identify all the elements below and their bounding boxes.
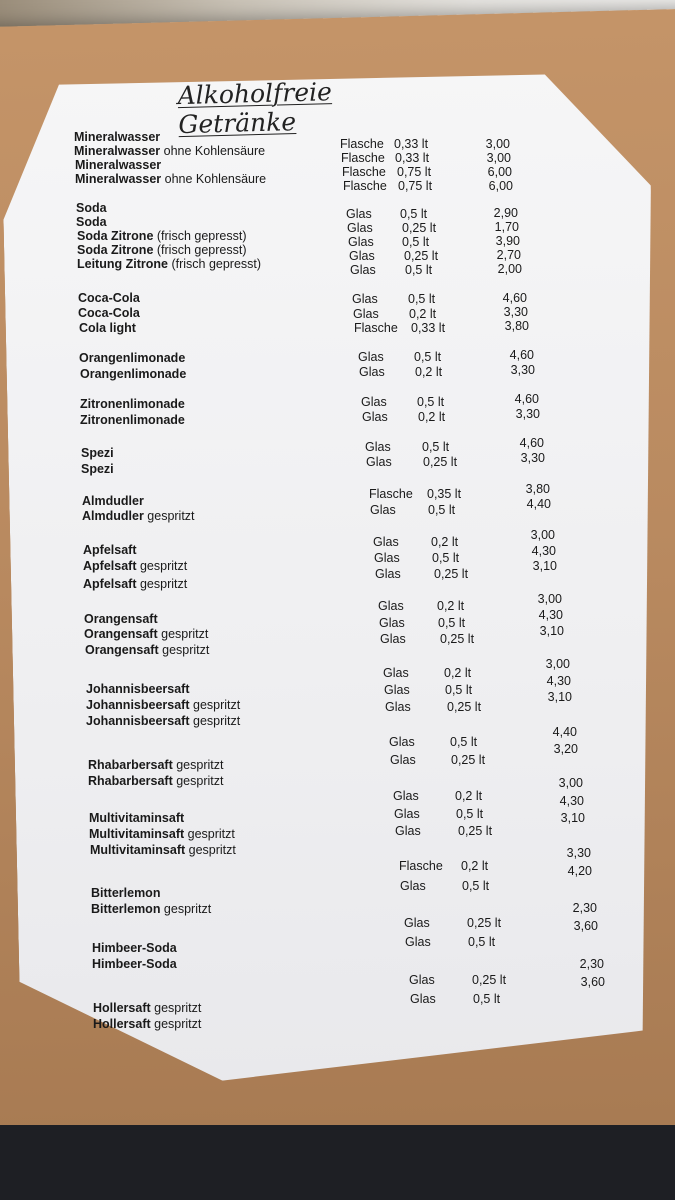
- menu-item-price: 4,30: [531, 544, 556, 558]
- menu-item-size: 0,5 lt: [462, 879, 490, 893]
- menu-item-name: Mineralwasser: [75, 158, 162, 172]
- menu-item-name: Apfelsaft: [83, 543, 137, 557]
- menu-item-name: Rhabarbersaft gespritzt: [88, 774, 224, 788]
- menu-item-container: Glas: [385, 700, 411, 714]
- menu-item-price: 3,30: [566, 846, 591, 860]
- menu-item-size: 0,5 lt: [473, 992, 501, 1006]
- menu-item-size: 0,25 lt: [434, 567, 469, 581]
- menu-item-container: Flasche: [399, 859, 443, 873]
- menu-item-price: 3,80: [525, 482, 550, 496]
- menu-item-name: Mineralwasser ohne Kohlensäure: [75, 172, 267, 186]
- menu-item-size: 0,5 lt: [450, 735, 478, 749]
- menu-item-name: Rhabarbersaft gespritzt: [88, 758, 224, 772]
- menu-item-name: Almdudler: [82, 494, 144, 508]
- menu-item-size: 0,2 lt: [418, 410, 446, 424]
- menu-item-name: Soda: [76, 215, 107, 229]
- menu-item-name: Leitung Zitrone (frisch gepresst): [77, 257, 262, 271]
- menu-item-size: 0,5 lt: [402, 235, 430, 249]
- menu-item-size: 0,5 lt: [408, 292, 436, 306]
- menu-item-price: 3,10: [547, 690, 572, 704]
- menu-item-name: Orangensaft: [84, 612, 158, 626]
- menu-item-price: 3,00: [537, 592, 562, 606]
- menu-item-container: Flasche: [341, 151, 385, 165]
- menu-item-container: Glas: [379, 616, 405, 630]
- menu-item-size: 0,25 lt: [402, 221, 437, 235]
- menu-item-price: 6,00: [488, 179, 513, 193]
- menu-item-size: 0,33 lt: [394, 137, 429, 151]
- menu-item-container: Glas: [366, 455, 392, 469]
- menu-item-name: Multivitaminsaft gespritzt: [90, 843, 236, 857]
- menu-item-price: 3,60: [580, 975, 605, 989]
- menu-item-container: Glas: [365, 440, 391, 454]
- menu-item-name: Johannisbeersaft gespritzt: [86, 698, 241, 712]
- menu-item-price: 4,40: [552, 725, 577, 739]
- menu-item-price: 3,30: [515, 407, 540, 421]
- menu-item-container: Glas: [352, 292, 378, 306]
- menu-item-size: 0,5 lt: [432, 551, 460, 565]
- menu-item-name: Hollersaft gespritzt: [93, 1001, 202, 1015]
- menu-item-name: Multivitaminsaft gespritzt: [89, 827, 235, 841]
- menu-item-name: Multivitaminsaft: [89, 811, 185, 825]
- menu-item-name: Cola light: [79, 321, 136, 335]
- menu-item-container: Flasche: [369, 487, 413, 501]
- menu-item-price: 3,30: [503, 305, 528, 319]
- menu-item-price: 4,60: [509, 348, 534, 362]
- menu-item-name: Orangenlimonade: [79, 351, 186, 365]
- menu-item-price: 3,60: [573, 919, 598, 933]
- menu-item-container: Flasche: [343, 179, 387, 193]
- menu-item-size: 0,25 lt: [447, 700, 482, 714]
- menu-item-price: 4,40: [526, 497, 551, 511]
- menu-item-container: Glas: [350, 263, 376, 277]
- menu-item-size: 0,25 lt: [440, 632, 475, 646]
- menu-item-container: Glas: [348, 235, 374, 249]
- menu-item-container: Glas: [405, 935, 431, 949]
- menu-item-size: 0,25 lt: [404, 249, 439, 263]
- menu-item-size: 0,25 lt: [458, 824, 493, 838]
- menu-item-price: 4,30: [538, 608, 563, 622]
- menu-item-name: Almdudler gespritzt: [82, 509, 195, 523]
- menu-item-size: 0,33 lt: [395, 151, 430, 165]
- menu-item-name: Orangensaft gespritzt: [85, 643, 210, 657]
- menu-title: Alkoholfreie Getränke: [177, 77, 333, 140]
- menu-item-size: 0,2 lt: [431, 535, 459, 549]
- menu-item-price: 4,60: [514, 392, 539, 406]
- menu-item-container: Glas: [383, 666, 409, 680]
- menu-item-price: 4,60: [502, 291, 527, 305]
- menu-item-container: Glas: [370, 503, 396, 517]
- menu-item-price: 3,30: [520, 451, 545, 465]
- menu-item-container: Glas: [393, 789, 419, 803]
- menu-item-container: Glas: [359, 365, 385, 379]
- menu-item-size: 0,25 lt: [472, 973, 507, 987]
- menu-item-name: Soda: [76, 201, 107, 215]
- menu-item-price: 4,30: [546, 674, 571, 688]
- menu-item-name: Mineralwasser: [74, 130, 161, 144]
- menu-item-name: Orangensaft gespritzt: [84, 627, 209, 641]
- menu-item-price: 4,60: [519, 436, 544, 450]
- menu-item-name: Spezi: [81, 446, 114, 460]
- menu-item-price: 1,70: [494, 220, 519, 234]
- menu-item-price: 2,90: [493, 206, 518, 220]
- menu-item-container: Glas: [362, 410, 388, 424]
- menu-item-size: 0,25 lt: [423, 455, 458, 469]
- menu-item-name: Himbeer-Soda: [92, 941, 177, 955]
- menu-item-container: Glas: [410, 992, 436, 1006]
- menu-item-size: 0,5 lt: [400, 207, 428, 221]
- menu-item-size: 0,2 lt: [444, 666, 472, 680]
- menu-item-name: Apfelsaft gespritzt: [83, 577, 188, 591]
- menu-item-container: Glas: [404, 916, 430, 930]
- menu-item-container: Glas: [375, 567, 401, 581]
- menu-item-size: 0,5 lt: [422, 440, 450, 454]
- menu-item-name: Spezi: [81, 462, 114, 476]
- menu-item-size: 0,75 lt: [397, 165, 432, 179]
- menu-item-container: Glas: [353, 307, 379, 321]
- menu-item-container: Glas: [409, 973, 435, 987]
- menu-item-size: 0,5 lt: [438, 616, 466, 630]
- menu-item-size: 0,5 lt: [405, 263, 433, 277]
- menu-item-price: 3,00: [545, 657, 570, 671]
- menu-item-name: Hollersaft gespritzt: [93, 1017, 202, 1031]
- menu-item-name: Zitronenlimonade: [80, 397, 185, 411]
- menu-item-size: 0,35 lt: [427, 487, 462, 501]
- menu-item-size: 0,75 lt: [398, 179, 433, 193]
- menu-item-price: 3,90: [495, 234, 520, 248]
- menu-item-container: Glas: [378, 599, 404, 613]
- menu-item-container: Glas: [374, 551, 400, 565]
- menu-item-price: 4,20: [567, 864, 592, 878]
- menu-item-name: Orangenlimonade: [80, 367, 187, 381]
- menu-item-price: 2,30: [579, 957, 604, 971]
- menu-item-price: 3,00: [530, 528, 555, 542]
- menu-item-price: 2,70: [496, 248, 521, 262]
- menu-item-price: 3,10: [539, 624, 564, 638]
- menu-item-price: 3,00: [486, 151, 511, 165]
- menu-item-size: 0,5 lt: [417, 395, 445, 409]
- menu-item-price: 2,00: [497, 262, 522, 276]
- menu-item-price: 3,10: [560, 811, 585, 825]
- menu-item-price: 3,00: [558, 776, 583, 790]
- menu-item-size: 0,2 lt: [455, 789, 483, 803]
- menu-item-name: Coca-Cola: [78, 291, 140, 305]
- menu-item-container: Glas: [384, 683, 410, 697]
- menu-item-price: 2,30: [572, 901, 597, 915]
- menu-item-name: Bitterlemon: [91, 886, 161, 900]
- menu-item-size: 0,5 lt: [456, 807, 484, 821]
- menu-item-size: 0,25 lt: [467, 916, 502, 930]
- menu-item-price: 3,00: [485, 137, 510, 151]
- menu-item-container: Glas: [361, 395, 387, 409]
- menu-item-size: 0,2 lt: [461, 859, 489, 873]
- menu-item-name: Zitronenlimonade: [80, 413, 185, 427]
- menu-item-container: Glas: [389, 735, 415, 749]
- menu-item-price: 3,80: [504, 319, 529, 333]
- menu-item-name: Soda Zitrone (frisch gepresst): [77, 243, 247, 257]
- menu-item-container: Glas: [358, 350, 384, 364]
- menu-item-name: Johannisbeersaft gespritzt: [86, 714, 241, 728]
- menu-item-container: Glas: [349, 249, 375, 263]
- menu-item-size: 0,25 lt: [451, 753, 486, 767]
- menu-item-container: Flasche: [354, 321, 398, 335]
- menu-item-size: 0,2 lt: [409, 307, 437, 321]
- menu-item-price: 6,00: [487, 165, 512, 179]
- menu-item-name: Bitterlemon gespritzt: [91, 902, 212, 916]
- menu-item-name: Mineralwasser ohne Kohlensäure: [74, 144, 266, 158]
- menu-item-container: Glas: [346, 207, 372, 221]
- menu-item-name: Apfelsaft gespritzt: [83, 559, 188, 573]
- menu-item-name: Coca-Cola: [78, 306, 140, 320]
- menu-item-container: Glas: [380, 632, 406, 646]
- menu-item-container: Flasche: [342, 165, 386, 179]
- menu-item-price: 4,30: [559, 794, 584, 808]
- menu-item-price: 3,10: [532, 559, 557, 573]
- menu-item-container: Glas: [347, 221, 373, 235]
- menu-item-container: Glas: [394, 807, 420, 821]
- menu-item-price: 3,20: [553, 742, 578, 756]
- menu-item-price: 3,30: [510, 363, 535, 377]
- menu-item-size: 0,2 lt: [415, 365, 443, 379]
- table-surface: [0, 1125, 675, 1200]
- menu-item-name: Himbeer-Soda: [92, 957, 177, 971]
- menu-item-size: 0,33 lt: [411, 321, 446, 335]
- menu-item-size: 0,2 lt: [437, 599, 465, 613]
- menu-item-container: Glas: [395, 824, 421, 838]
- menu-item-name: Soda Zitrone (frisch gepresst): [77, 229, 247, 243]
- menu-item-container: Glas: [373, 535, 399, 549]
- menu-item-container: Glas: [400, 879, 426, 893]
- menu-item-size: 0,5 lt: [428, 503, 456, 517]
- menu-item-size: 0,5 lt: [414, 350, 442, 364]
- menu-item-size: 0,5 lt: [445, 683, 473, 697]
- menu-item-container: Flasche: [340, 137, 384, 151]
- menu-item-name: Johannisbeersaft: [86, 682, 190, 696]
- menu-item-container: Glas: [390, 753, 416, 767]
- menu-item-size: 0,5 lt: [468, 935, 496, 949]
